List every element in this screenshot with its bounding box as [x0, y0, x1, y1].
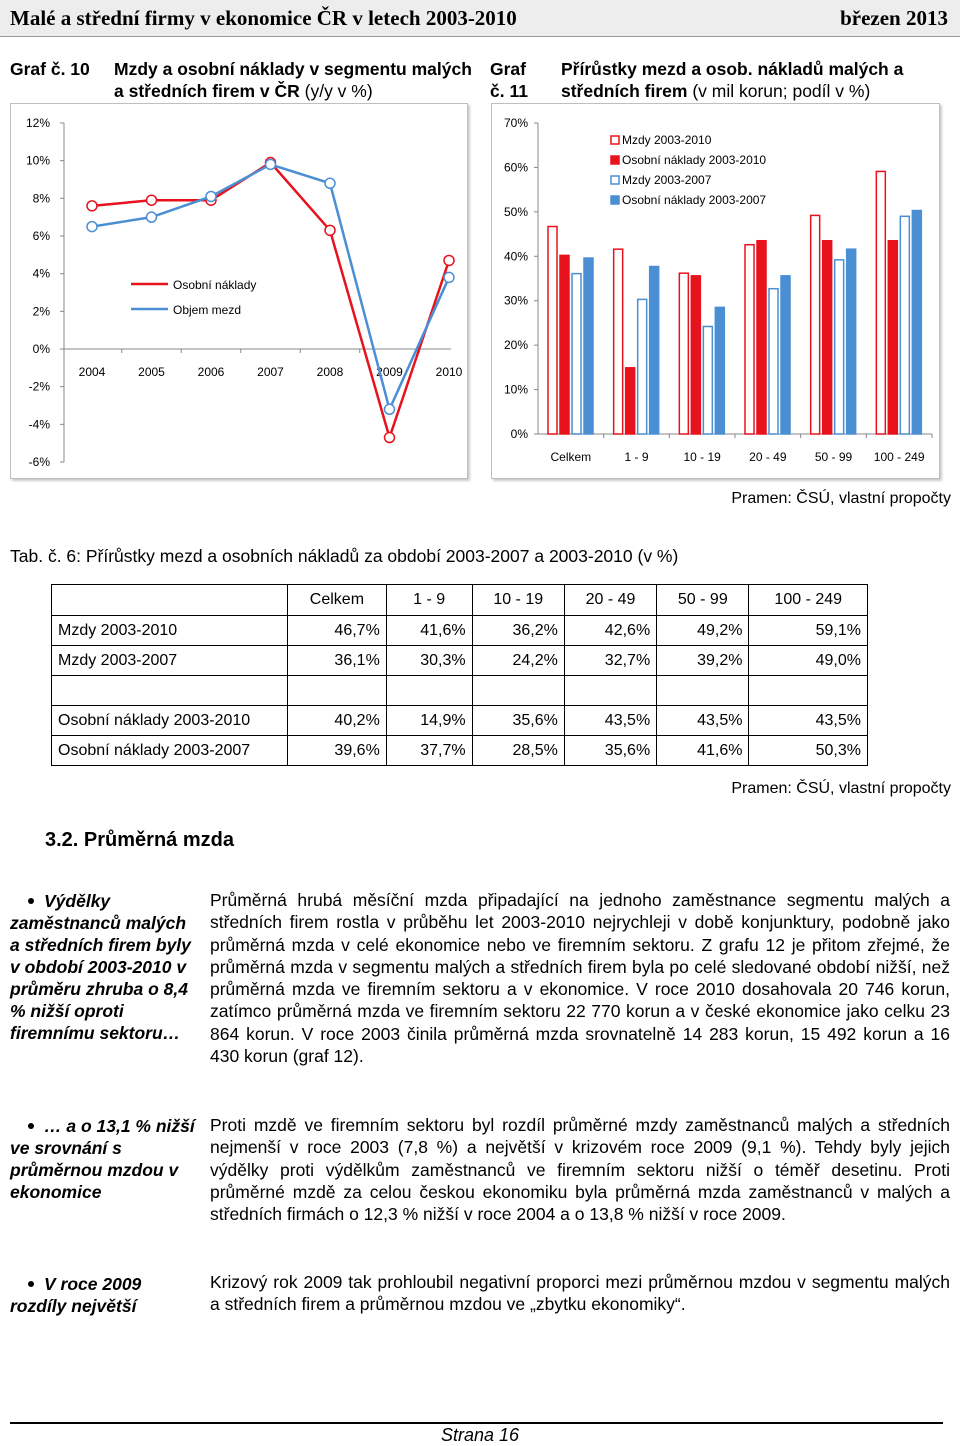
table-cell: 41,6% — [386, 616, 472, 646]
table-row-label — [52, 676, 288, 706]
table-cell: 43,5% — [749, 706, 868, 736]
bullet-icon — [28, 898, 34, 904]
x-tick-label: 2005 — [138, 365, 165, 379]
table-cell: 43,5% — [564, 706, 656, 736]
header-date: březen 2013 — [840, 6, 948, 30]
table-cell — [472, 676, 564, 706]
legend-label: Osobní náklady 2003-2010 — [622, 153, 767, 167]
y-tick-label: 50% — [503, 204, 528, 219]
table-cell: 35,6% — [564, 736, 656, 766]
sidenote-2-text: … a o 13,1 % nižší ve srovnání s průměrnou mzdou v ekonomice — [10, 1116, 195, 1202]
table-cell — [386, 676, 472, 706]
bar — [650, 267, 659, 434]
bar — [912, 211, 921, 434]
bar — [876, 171, 885, 434]
data-point — [87, 222, 97, 232]
table-row — [52, 706, 868, 736]
y-tick-label: 10% — [25, 153, 50, 168]
graph11-label-line1: Graf — [490, 59, 526, 79]
page-number: Strana 16 — [440, 1425, 520, 1445]
graph10-label: Graf č. 10 — [10, 59, 90, 79]
table-cell — [564, 676, 656, 706]
bar — [638, 299, 647, 434]
data-point — [147, 212, 157, 222]
table-cell: 35,6% — [472, 706, 564, 736]
bar — [757, 241, 766, 434]
x-tick-label: 50 - 99 — [814, 450, 853, 464]
bar — [679, 273, 688, 434]
table-cell — [657, 676, 749, 706]
chart10-frame — [10, 103, 468, 479]
section-title: 3.2. Průměrná mzda — [45, 829, 234, 851]
table-cell: 39,2% — [657, 646, 749, 676]
bar — [823, 241, 832, 434]
bar — [715, 307, 724, 434]
data-point — [325, 225, 335, 235]
table-cell: 49,2% — [657, 616, 749, 646]
table-cell: 37,7% — [386, 736, 472, 766]
table-row — [52, 676, 868, 706]
bar — [769, 289, 778, 434]
paragraph-2: Proti mzdě ve firemním sektoru byl rozdíl průměrné mzdy zaměstnanců malých a středních nejmenší v roce 2003 (7,8 %) a největší v krizovém roce 2009 (9,1 %). Tehdy byly jejich výdělky proti výdělkům zaměstnanců ve firemním sektoru nižší o téměř desetinu. Proti průměrné mzdě za celou českou ekonomiku byla průměrná mzda zaměstnanců v malých a středních firmách o 12,3 % nižší v roce 2004 a o 13,8 % nižší v roce 2009. — [210, 1115, 950, 1225]
header-title: Malé a střední firmy v ekonomice ČR v letech 2003-2010 — [10, 6, 517, 30]
legend-swatch — [611, 136, 619, 144]
table-title: Tab. č. 6: Přírůstky mezd a osobních nákladů za období 2003-2007 a 2003-2010 (v %) — [10, 546, 679, 566]
table-cell: 32,7% — [564, 646, 656, 676]
table-cell: 46,7% — [288, 616, 387, 646]
bar — [847, 249, 856, 434]
table-header-cell: Celkem — [288, 585, 387, 616]
sidenote-1 — [10, 890, 196, 1044]
bar — [560, 255, 569, 434]
graph11-label — [490, 58, 528, 102]
data-point — [147, 195, 157, 205]
bar — [900, 216, 909, 434]
graph10-title-unit: (y/y v %) — [304, 81, 373, 101]
graph10-title — [114, 58, 484, 102]
y-tick-label: 20% — [503, 338, 528, 353]
legend-label: Objem mezd — [173, 303, 242, 317]
source-note-1: Pramen: ČSÚ, vlastní propočty — [731, 490, 951, 507]
sidenote-2 — [10, 1115, 198, 1203]
y-tick-label: -4% — [28, 417, 50, 432]
data-point — [266, 159, 276, 169]
x-tick-label: Celkem — [550, 450, 592, 464]
chart11 — [492, 104, 939, 478]
graph11-title-unit: (v mil korun; podíl v %) — [692, 81, 871, 101]
source-note-2: Pramen: ČSÚ, vlastní propočty — [731, 780, 951, 797]
bar — [781, 276, 790, 434]
footer-divider — [10, 1422, 943, 1424]
table-cell: 24,2% — [472, 646, 564, 676]
table-header-cell: 20 - 49 — [564, 585, 656, 616]
table-cell — [749, 676, 868, 706]
x-tick-label: 2006 — [197, 365, 225, 379]
y-tick-label: 4% — [32, 266, 50, 281]
sidenote-1-text: Výdělky zaměstnanců malých a středních firem byly v období 2003-2010 v průměru zhruba o 8,4 % nižší oproti firemnímu sektoru… — [10, 891, 191, 1043]
table-cell: 49,0% — [749, 646, 868, 676]
data-point — [385, 433, 395, 443]
y-tick-label: 70% — [503, 116, 528, 130]
legend-swatch — [611, 196, 619, 204]
data-point — [325, 178, 335, 188]
y-tick-label: 10% — [503, 382, 528, 397]
table-row — [52, 616, 868, 646]
legend-label: Osobní náklady — [173, 278, 257, 292]
graph11-title-bold: Přírůstky mezd a osob. nákladů malých a středních firem — [561, 59, 904, 101]
y-tick-label: 6% — [32, 229, 50, 243]
table-row-label: Mzdy 2003-2010 — [52, 616, 288, 646]
y-tick-label: -2% — [28, 379, 50, 394]
x-tick-label: 1 - 9 — [624, 450, 649, 464]
legend-swatch — [611, 156, 619, 164]
table-cell: 59,1% — [749, 616, 868, 646]
x-tick-label: 2010 — [435, 365, 463, 379]
x-tick-label: 2007 — [257, 365, 284, 379]
bar — [572, 274, 581, 434]
y-tick-label: 60% — [503, 160, 528, 175]
graph11-title — [561, 58, 956, 102]
bar — [745, 245, 754, 434]
legend-swatch — [611, 176, 619, 184]
legend-label: Mzdy 2003-2010 — [622, 133, 712, 147]
bar — [703, 326, 712, 434]
table-header-row — [52, 585, 868, 616]
chart10 — [11, 104, 467, 478]
y-tick-label: -6% — [28, 455, 50, 469]
sidenote-3-text: V roce 2009 rozdíly největší — [10, 1274, 142, 1316]
table-cell: 43,5% — [657, 706, 749, 736]
graph10-title-bold: Mzdy a osobní náklady v segmentu malých a středních firem v ČR — [114, 59, 472, 101]
bullet-icon — [28, 1281, 34, 1287]
table-header-cell: 100 - 249 — [749, 585, 868, 616]
table-header-cell: 10 - 19 — [472, 585, 564, 616]
paragraph-1: Průměrná hrubá měsíční mzda připadající na jednoho zaměstnance segmentu malých a středních firem rostla v průběhu let 2003-2010 nejrychleji v době konjunktury, podobně jako průměrná mzda v celé ekonomice nebo ve firemním sektoru. Z grafu 12 je přitom zřejmé, že průměrná mzda v segmentu malých a středních firem byla po celé sledované období nižší, než průměrná mzda ve firemním sektoru a v ekonomice. V roce 2010 dosahovala 20 746 korun, zatímco průměrná mzda ve firemním sektoru 22 770 korun a v české ekonomice jako celku 23 864 korun. V roce 2003 činila průměrná mzda srovnatelně 14 283 korun, 15 492 korun a 16 430 korun (graf 12). — [210, 890, 950, 1067]
table-cell: 36,1% — [288, 646, 387, 676]
bar — [811, 215, 820, 434]
y-tick-label: 12% — [25, 116, 50, 130]
table-cell: 50,3% — [749, 736, 868, 766]
data-point — [385, 404, 395, 414]
data-table — [51, 584, 868, 766]
bar — [626, 368, 635, 434]
x-tick-label: 2009 — [376, 365, 403, 379]
table-cell: 40,2% — [288, 706, 387, 736]
y-tick-label: 2% — [32, 304, 50, 319]
chart11-frame — [491, 103, 940, 479]
y-tick-label: 30% — [503, 293, 528, 308]
data-point — [444, 255, 454, 265]
table-row-label: Osobní náklady 2003-2010 — [52, 706, 288, 736]
paragraph-3: Krizový rok 2009 tak prohloubil negativní proporci mezi průměrnou mzdou v segmentu malých a středních firem a průměrnou mzdou ve „zbytku ekonomiky“. — [210, 1272, 950, 1315]
table-row-label: Mzdy 2003-2007 — [52, 646, 288, 676]
x-tick-label: 2004 — [78, 365, 106, 379]
x-tick-label: 20 - 49 — [749, 450, 787, 464]
data-point — [87, 201, 97, 211]
legend-label: Osobní náklady 2003-2007 — [622, 193, 767, 207]
bar — [835, 260, 844, 434]
legend-label: Mzdy 2003-2007 — [622, 173, 712, 187]
table-cell — [288, 676, 387, 706]
bar — [888, 241, 897, 434]
table-row-label: Osobní náklady 2003-2007 — [52, 736, 288, 766]
data-point — [206, 191, 216, 201]
table-header-cell: 1 - 9 — [386, 585, 472, 616]
y-tick-label: 40% — [503, 249, 528, 264]
table-cell: 39,6% — [288, 736, 387, 766]
x-tick-label: 2008 — [316, 365, 344, 379]
table-cell: 30,3% — [386, 646, 472, 676]
graph11-label-line2: č. 11 — [490, 81, 528, 101]
bar — [614, 249, 623, 434]
table-cell: 42,6% — [564, 616, 656, 646]
table-cell: 14,9% — [386, 706, 472, 736]
y-tick-label: 0% — [510, 427, 528, 441]
table-row — [52, 736, 868, 766]
bar — [548, 227, 557, 434]
table-cell: 36,2% — [472, 616, 564, 646]
bar — [691, 276, 700, 434]
x-tick-label: 100 - 249 — [873, 450, 925, 464]
table-cell: 41,6% — [657, 736, 749, 766]
data-point — [444, 272, 454, 282]
x-tick-label: 10 - 19 — [683, 450, 721, 464]
table-header-cell: 50 - 99 — [657, 585, 749, 616]
bar — [584, 258, 593, 434]
sidenote-3 — [10, 1273, 196, 1317]
table-cell: 28,5% — [472, 736, 564, 766]
table-corner-cell — [52, 585, 288, 616]
table-row — [52, 646, 868, 676]
y-tick-label: 0% — [32, 342, 50, 356]
bullet-icon — [28, 1123, 34, 1129]
y-tick-label: 8% — [32, 191, 50, 206]
